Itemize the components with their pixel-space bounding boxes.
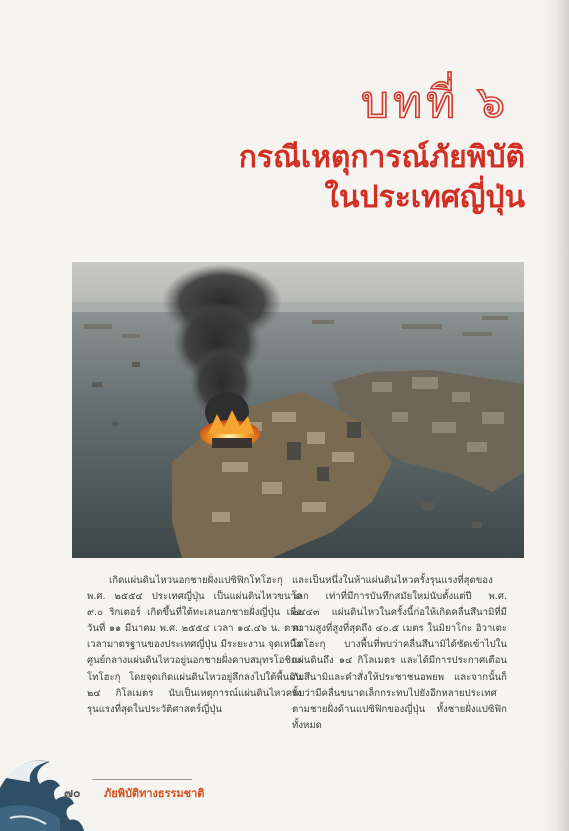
body-paragraph-left: เกิดแผ่นดินไหวนอกชายฝั่งแปซิฟิกโทโฮะกุ พ.ศ. ๒๕๕๔ ประเทศญี่ปุ่น เป็นแผ่นดินไหวขนาด ๙.๐ ริกเตอร์ เกิดขึ้นที่ใต้ทะเลนอกชายฝั่งญี่ปุ่น เมื่อวันที่ ๑๑ มีนาคม พ.ศ. ๒๕๕๔ เวลา ๑๔.๔๖ น. ตามเวลามาตรฐานของประเทศญี่ปุ่น มีระยะงาน จุดเหนือศูนย์กลางแผ่นดินไหวอยู่นอกชายฝั่งคาบสมุทรโอชิกะ โทโฮะกุ โดยจุดเกิดแผ่นดินไหวอยู่ลึกลงไปใต้พื้นดิน ๒๔ กิโลเมตร นับเป็นเหตุการณ์แผ่นดินไหวครั้งรุนแรงที่สุดในประวัติศาสตร์ญี่ปุ่น bbox=[87, 575, 302, 715]
page-binding-shadow bbox=[543, 0, 569, 831]
chapter-title-line-1: กรณีเหตุการณ์ภัยพิบัติ bbox=[238, 140, 525, 175]
tsunami-fire-photo bbox=[72, 262, 524, 558]
chapter-title-line-2: ในประเทศญี่ปุ่น bbox=[324, 180, 525, 215]
body-paragraph-right: และเป็นหนึ่งในห้าแผ่นดินไหวครั้งรุนแรงที่สุดของโลก เท่าที่มีการบันทึกสมัยใหม่นับตั้งแต่ปี พ.ศ. ๒๔๔๓ แผ่นดินไหวในครั้งนี้ก่อให้เกิดคลื่นสึนามิที่มีความสูงที่สูงที่สุดถึง ๔๐.๕ เมตร ในมิยาโกะ อิวาเตะ โทโฮะกุ บางพื้นที่พบว่าคลื่นสึนามิได้ซัดเข้าไปในแผ่นดินถึง ๑๔ กิโลเมตร และได้มีการประกาศเตือนภัยสึนามิและคำสั่งให้ประชาชนอพยพ และจากนั้นก็พบว่ามีคลื่นขนาดเล็กกระทบไปยังอีกหลายประเทศ ตามชายฝั่งด้านแปซิฟิกของญี่ปุ่น ทั้งชายฝั่งแปซิฟิกทั้งหมด bbox=[292, 575, 507, 731]
body-text-left-column bbox=[87, 573, 302, 718]
chapter-label: บทที่ ๖ bbox=[361, 77, 509, 128]
running-head: ภัยพิบัติทางธรรมชาติ bbox=[104, 787, 205, 800]
body-text-right-column bbox=[292, 573, 507, 734]
footer-rule bbox=[92, 779, 192, 780]
chapter-title bbox=[239, 138, 525, 218]
page-number: ๗๐ bbox=[64, 786, 81, 800]
